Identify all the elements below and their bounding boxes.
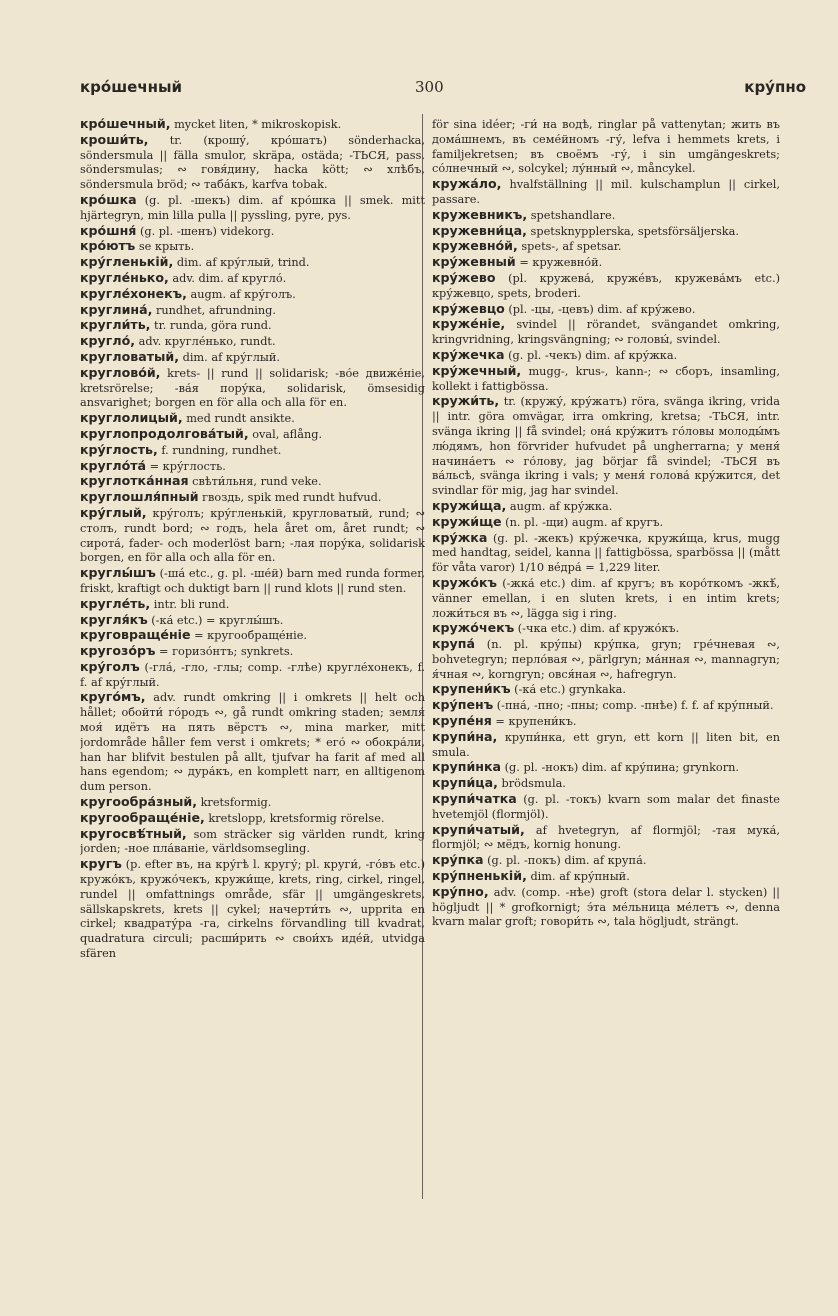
dictionary-entry: [80, 506, 425, 566]
dictionary-entry: [432, 869, 780, 885]
dictionary-entry: [432, 117, 780, 177]
entry-definition: augm. af кру́жка.: [506, 499, 613, 513]
dictionary-entry: [432, 621, 780, 637]
dictionary-entry: [80, 827, 425, 858]
entry-definition: крупи́нка, ett gryn, ett korn || liten bit, en smula.: [432, 730, 780, 759]
entry-definition: dim. af кру́пный.: [526, 870, 630, 884]
dictionary-entry: [432, 776, 780, 792]
entry-headword: кру́пно,: [432, 883, 489, 899]
entry-headword: кругля́къ: [80, 611, 148, 627]
entry-definition: mugg-, krus-, kann-; ∾ сборъ, insamling, kollekt i fattigbössa.: [432, 364, 780, 393]
entry-headword: кру́пненькій,: [432, 868, 527, 884]
entry-headword: кругообраще́ніе,: [80, 809, 205, 825]
left-column: [80, 117, 425, 1302]
entry-definition: tr. (кружу́, кру́жатъ) röra, svänga ikring, vrida || intr. göra omvägar, irra omkring, kretsa; -ТЬСЯ, intr. svänga ikring || få svindel; она́ кру́житъ го́ловы молоды́мъ лю́дямъ, hon förvrider hufvudet på ungherrarna; у меня́ начина́етъ ∾ го́лову, jag börjar få svindel; -ТЬСЯ въ ва́льсѣ, svänga ikring i vals; у меня́ голова́ кру́жится, det svindlar för mig, jag har svindel.: [432, 395, 780, 498]
entry-definition: dim. af кру́глый, trind.: [173, 256, 310, 270]
entry-headword: кругле́ть,: [80, 595, 151, 611]
header-right-word: кру́пно: [744, 78, 806, 96]
dictionary-entry: [432, 239, 780, 255]
dictionary-entry: [80, 334, 425, 350]
dictionary-entry: [80, 133, 425, 193]
entry-headword: крупени́къ: [432, 681, 511, 697]
entry-headword: крупи́ца,: [432, 775, 498, 791]
entry-headword: кру́глость,: [80, 441, 158, 457]
dictionary-entry: [80, 490, 425, 506]
entry-definition: (g. pl. -жекъ) кру́жечка, кружи́ща, krus, mugg med handtag, seidel, kanna || fattigbössa, sparbössa || (mått för våta varor) 1/10 ве́дра́ = 1,229 liter.: [432, 531, 780, 575]
entry-headword: круглошля́пный: [80, 489, 199, 505]
entry-headword: крупи́чатка: [432, 791, 517, 807]
entry-headword: крупа́: [432, 636, 475, 652]
dictionary-entry: [432, 531, 780, 576]
entry-definition: spetsknypplerska, spetsförsäljerska.: [526, 224, 739, 238]
dictionary-entry: [80, 193, 425, 224]
right-column: [432, 117, 780, 1302]
dictionary-entry: [432, 698, 780, 714]
entry-definition: hvalfställning || mil. kulschamplun || cirkel, passare.: [432, 178, 780, 206]
entry-definition: = кругообраще́ніе.: [190, 629, 307, 643]
dictionary-entry: [432, 499, 780, 515]
entry-definition: (n. pl. кру́пы) кру́пка, gryn; гре́чневая ∾, bohvetegryn; перло́вая ∾, pärlgryn; ма́нная ∾, mannagryn; я́чная ∾, korngryn; овся́ная ∾, hafregryn.: [432, 638, 780, 681]
entry-definition: (g. pl. -покъ) dim. af крупа́.: [483, 854, 647, 868]
entry-definition: adv. dim. af кругло́.: [168, 271, 287, 285]
entry-definition: (g. pl. -токъ) kvarn som malar det finaste hvetemjöl (flormjöl).: [432, 793, 780, 821]
dictionary-entry: [80, 795, 425, 811]
entry-headword: кругосвѣ́тный,: [80, 825, 187, 841]
entry-headword: кружевни́ца,: [432, 222, 527, 238]
dictionary-entry: [432, 760, 780, 776]
dictionary-entry: [432, 255, 780, 271]
entry-headword: крупи́нка: [432, 759, 502, 775]
entry-definition: (g. pl. -шекъ) dim. af кро́шка || smek. mitt hjärtegryn, min lilla pulla || pyssling, pyre, pys.: [80, 193, 425, 222]
dictionary-entry: [80, 287, 425, 303]
entry-headword: круглолицый,: [80, 410, 183, 426]
dictionary-entry: [80, 255, 425, 271]
entry-definition: oval, aflång.: [248, 427, 323, 441]
entry-headword: кру́жечка: [432, 346, 505, 362]
dictionary-entry: [432, 823, 780, 854]
dictionary-entry: [80, 350, 425, 366]
entry-headword: кружи́ть,: [432, 393, 500, 409]
dictionary-entry: [80, 628, 425, 644]
entry-headword: кружи́ще: [432, 513, 502, 529]
entry-headword: кру́жечный,: [432, 362, 522, 378]
dictionary-entry: [432, 317, 780, 348]
entry-definition: se крыть.: [135, 240, 195, 254]
dictionary-entry: [432, 515, 780, 531]
entry-headword: кружевникъ,: [432, 206, 528, 222]
dictionary-entry: [80, 660, 425, 691]
entry-headword: кружи́ща,: [432, 497, 507, 513]
dictionary-entry: [432, 792, 780, 823]
entry-headword: кругло́та́: [80, 457, 147, 473]
dictionary-entry: [80, 117, 425, 133]
dictionary-entry: [432, 576, 780, 621]
entry-definition: гвоздь, spik med rundt hufvud.: [198, 491, 382, 505]
dictionary-entry: [80, 271, 425, 287]
entry-definition: intr. bli rund.: [150, 597, 230, 611]
entry-headword: кру́жевцо: [432, 300, 505, 316]
entry-definition: (pl. кружева́, кружéвъ, кружева́мъ etc.) кру́жевцо, spets, broderi.: [432, 271, 780, 300]
dictionary-entry: [80, 811, 425, 827]
entry-headword: кругозо́ръ: [80, 643, 156, 659]
entry-definition: adv. (comp. -нѣе) groft (stora delar l. stycken) || högljudt || * grofkornigt; э́та ме́льница ме́летъ ∾, denna kvarn malar groft; говори́ть ∾, tala högljudt, strängt.: [432, 885, 780, 929]
entry-headword: кружевно́й,: [432, 238, 518, 254]
dictionary-entry: [432, 302, 780, 318]
entry-headword: круглопродолгова́тый,: [80, 425, 249, 441]
entry-headword: кружо́чекъ: [432, 620, 515, 636]
entry-definition: (-ка́ etc.) grynkaka.: [510, 683, 626, 697]
dictionary-entry: [80, 566, 425, 597]
entry-headword: кроши́ть,: [80, 131, 149, 147]
entry-definition: (g. pl. -нокъ) dim. af кру́пина; grynkorn.: [501, 761, 739, 775]
entry-definition: (-шá etc., g. pl. -ше́й) barn med runda former, friskt, kraftigt och duktigt barn || rund klots || rund sten.: [80, 567, 425, 595]
dictionary-entry: [80, 644, 425, 660]
entry-definition: (pl. -цы, -цевъ) dim. af кру́жево.: [504, 302, 696, 316]
entry-headword: круглово́й,: [80, 364, 161, 380]
entry-definition: (g. pl. -шенъ) videkorg.: [136, 224, 275, 238]
dictionary-entry: [80, 239, 425, 255]
entry-definition: свѣти́льня, rund veke.: [188, 475, 322, 489]
entry-headword: кругъ: [80, 856, 122, 872]
dictionary-entry: [432, 177, 780, 208]
entry-definition: adv. rundt omkring || i omkrets || helt och hållet; обойти́ го́родъ ∾, gå rundt omkring staden; земля́ моя́ идётъ на пять вёрстъ ∾, mina marker, mitt jordområde håller fem verst i omkrets; * его́ ∾ обокра́ли, han har blifvit bestulen på allt, tjufvar ha farit af med all hans egendom; ∾ дура́къ, en komplett narr, en alltigenom dum person.: [80, 691, 425, 794]
dictionary-entry: [80, 690, 425, 795]
entry-headword: кро́шня́: [80, 222, 137, 238]
dictionary-entry: [432, 224, 780, 240]
entry-definition: af hvetegryn, af flormjöl; -тая мука́, flormjöl; ∾ мёдъ, kornig honung.: [432, 823, 780, 852]
entry-definition: = горизо́нтъ; synkrets.: [155, 645, 294, 659]
entry-headword: кро́шка: [80, 191, 137, 207]
entry-definition: = крупени́къ.: [491, 715, 577, 729]
entry-headword: круже́ніе,: [432, 316, 506, 332]
dictionary-entry: [432, 714, 780, 730]
dictionary-entry: [80, 427, 425, 443]
entry-definition: (p. efter въ, на кру́гѣ l. кругу́; pl. круги́, -го́въ etc.) кружо́къ, кружо́чекъ, кружи́ще, krets, ring, cirkel, ringel, rundel || omfattnings område, sfär || umgängeskrets, sällskapskrets, krets || cykel; начерти́ть ∾, upprita en cirkel; квадрату́ра -га, cirkelns förvandling till kvadrat, quadratura circuli; расши́рить ∾ свои́хъ идéй, utvidga sfären: [80, 858, 425, 961]
entry-definition: dim. af кру́глый.: [179, 350, 280, 364]
dictionary-entry: [80, 411, 425, 427]
dictionary-entry: [80, 443, 425, 459]
dictionary-entry: [80, 597, 425, 613]
dictionary-entry: [432, 730, 780, 761]
entry-definition: tr. (крошу́, кро́шатъ) sönderhacka, söndersmula || fälla smulor, skräpa, ostäda; -ТЬСЯ, pass. söndersmulas; ∾ говя́дину, hacka kött; ∾ хлѣбъ, söndersmula bröd; ∾ таба́къ, karfva tobak.: [80, 133, 425, 192]
entry-definition: krets- || rund || solidarisk; -во́е движе́ніе, kretsrörelse; -ва́я пору́ка, solidarisk, ömsesidig ansvarighet; borgen en för alla och alla för en.: [80, 366, 425, 410]
entry-definition: = кружевно́й.: [515, 256, 603, 270]
entry-definition: mycket liten, * mikroskopisk.: [170, 118, 342, 131]
entry-headword: кругло́,: [80, 333, 136, 349]
entry-definition: (-гла́, -гло, -глы; comp. -глѣе) кругле́хонекъ, f. f. af кру́глый.: [80, 660, 425, 689]
entry-definition: кру́голъ; кру́гленькій, кругловатый, rund; ∾ столъ, rundt bord; ∾ годъ, hela året om, året rundt; ∾ сирота́, fader- och moderlöst barn; -лая пору́ка, solidarisk borgen, en för alla och alla för en.: [80, 506, 425, 565]
entry-definition: med rundt ansikte.: [182, 412, 295, 426]
dictionary-entry: [80, 613, 425, 629]
entry-definition: kretsformig.: [196, 796, 272, 810]
entry-headword: кро́ютъ: [80, 238, 136, 254]
entry-headword: кру́гленькій,: [80, 254, 174, 270]
dictionary-entry: [80, 459, 425, 475]
entry-definition: brödsmula.: [497, 777, 566, 791]
entry-definition: för sina idéer; -ги́ на водѣ, ringlar på vattenytan; жить въ дома́шнемъ, въ семе́йномъ -гу́, lefva i hemmets krets, i familjekretsen; въ своёмъ -гу́, i sin umgängeskrets; со́лнечный ∾, solcykel; лу́нный ∾, måncykel.: [432, 118, 780, 176]
entry-headword: кру́жка: [432, 529, 488, 545]
entry-headword: кругле́нько,: [80, 269, 169, 285]
dictionary-entry: [432, 208, 780, 224]
entry-headword: круговраще́ніе: [80, 627, 191, 643]
entry-headword: крупе́ня: [432, 713, 492, 729]
entry-definition: augm. af кру́голъ.: [186, 287, 296, 301]
entry-headword: круглотка́нная: [80, 473, 189, 489]
dictionary-entry: [432, 394, 780, 499]
entry-definition: som sträcker sig världen rundt, kring jorden; -ное пла́ваніе, världsomsegling.: [80, 827, 425, 856]
dictionary-entry: [432, 364, 780, 395]
entry-headword: кружа́ло,: [432, 176, 502, 192]
entry-definition: f. rundning, rundhet.: [157, 443, 282, 457]
entry-definition: (n. pl. -щи) augm. af кругъ.: [501, 515, 664, 529]
entry-headword: кро́шечный,: [80, 117, 171, 131]
entry-headword: кругловатый,: [80, 348, 179, 364]
dictionary-entry: [80, 303, 425, 319]
entry-definition: rundhet, afrundning.: [152, 303, 276, 317]
entry-headword: кру́жевный: [432, 254, 516, 270]
entry-definition: spets-, af spetsar.: [517, 240, 622, 254]
page-header: [80, 78, 806, 102]
dictionary-entry: [432, 853, 780, 869]
dictionary-entry: [432, 885, 780, 930]
entry-definition: spetshandlare.: [527, 208, 616, 222]
entry-definition: (-чка etc.) dim. af кружо́къ.: [514, 622, 680, 636]
entry-headword: кружо́къ: [432, 574, 497, 590]
entry-definition: = кру́глость.: [146, 459, 226, 473]
dictionary-entry: [80, 474, 425, 490]
entry-headword: кру́пенъ: [432, 697, 494, 713]
entry-headword: крупи́на,: [432, 728, 498, 744]
entry-definition: adv. кругле́нько, rundt.: [135, 335, 276, 349]
entry-definition: (-ка́ etc.) = круглы́шъ.: [147, 613, 284, 627]
dictionary-entry: [432, 348, 780, 364]
entry-headword: круглы́шъ: [80, 565, 156, 581]
dictionary-entry: [432, 637, 780, 682]
entry-definition: (g. pl. -чекъ) dim. af кру́жка.: [504, 348, 678, 362]
entry-headword: кру́пка: [432, 852, 484, 868]
entry-definition: (-жка́ etc.) dim. af кругъ; въ коро́ткомъ -жкѣ́, vänner emellan, i en sluten krets, i en intim krets; ложи́ться въ ∾, lägga sig i ring.: [432, 576, 780, 620]
entry-headword: кругли́ть,: [80, 317, 151, 333]
entry-definition: (-пна́, -пно; -пны; comp. -пнѣе) f. f. af кру́пный.: [493, 699, 774, 713]
dictionary-entry: [80, 318, 425, 334]
entry-headword: кру́голъ: [80, 658, 140, 674]
dictionary-entry: [80, 366, 425, 411]
header-left-word: кро́шечный: [80, 78, 183, 96]
dictionary-entry: [432, 271, 780, 302]
entry-headword: круго́мъ,: [80, 689, 146, 705]
entry-headword: крупи́чатый,: [432, 821, 525, 837]
entry-headword: кру́жево: [432, 269, 496, 285]
entry-definition: svindel || rörandet, svängandet omkring, kringvridning, kringsvängning; ∾ головы́, svindel.: [432, 318, 780, 347]
entry-definition: tr. runda, göra rund.: [150, 319, 272, 333]
dictionary-entry: [432, 682, 780, 698]
entry-headword: кругле́хонекъ,: [80, 285, 187, 301]
page-number: 300: [415, 78, 444, 96]
entry-definition: kretslopp, kretsformig rörelse.: [204, 811, 385, 825]
entry-headword: кругообра́зный,: [80, 794, 197, 810]
dictionary-entry: [80, 224, 425, 240]
entry-headword: круглина́,: [80, 301, 153, 317]
entry-headword: кру́глый,: [80, 504, 147, 520]
dictionary-entry: [80, 857, 425, 962]
